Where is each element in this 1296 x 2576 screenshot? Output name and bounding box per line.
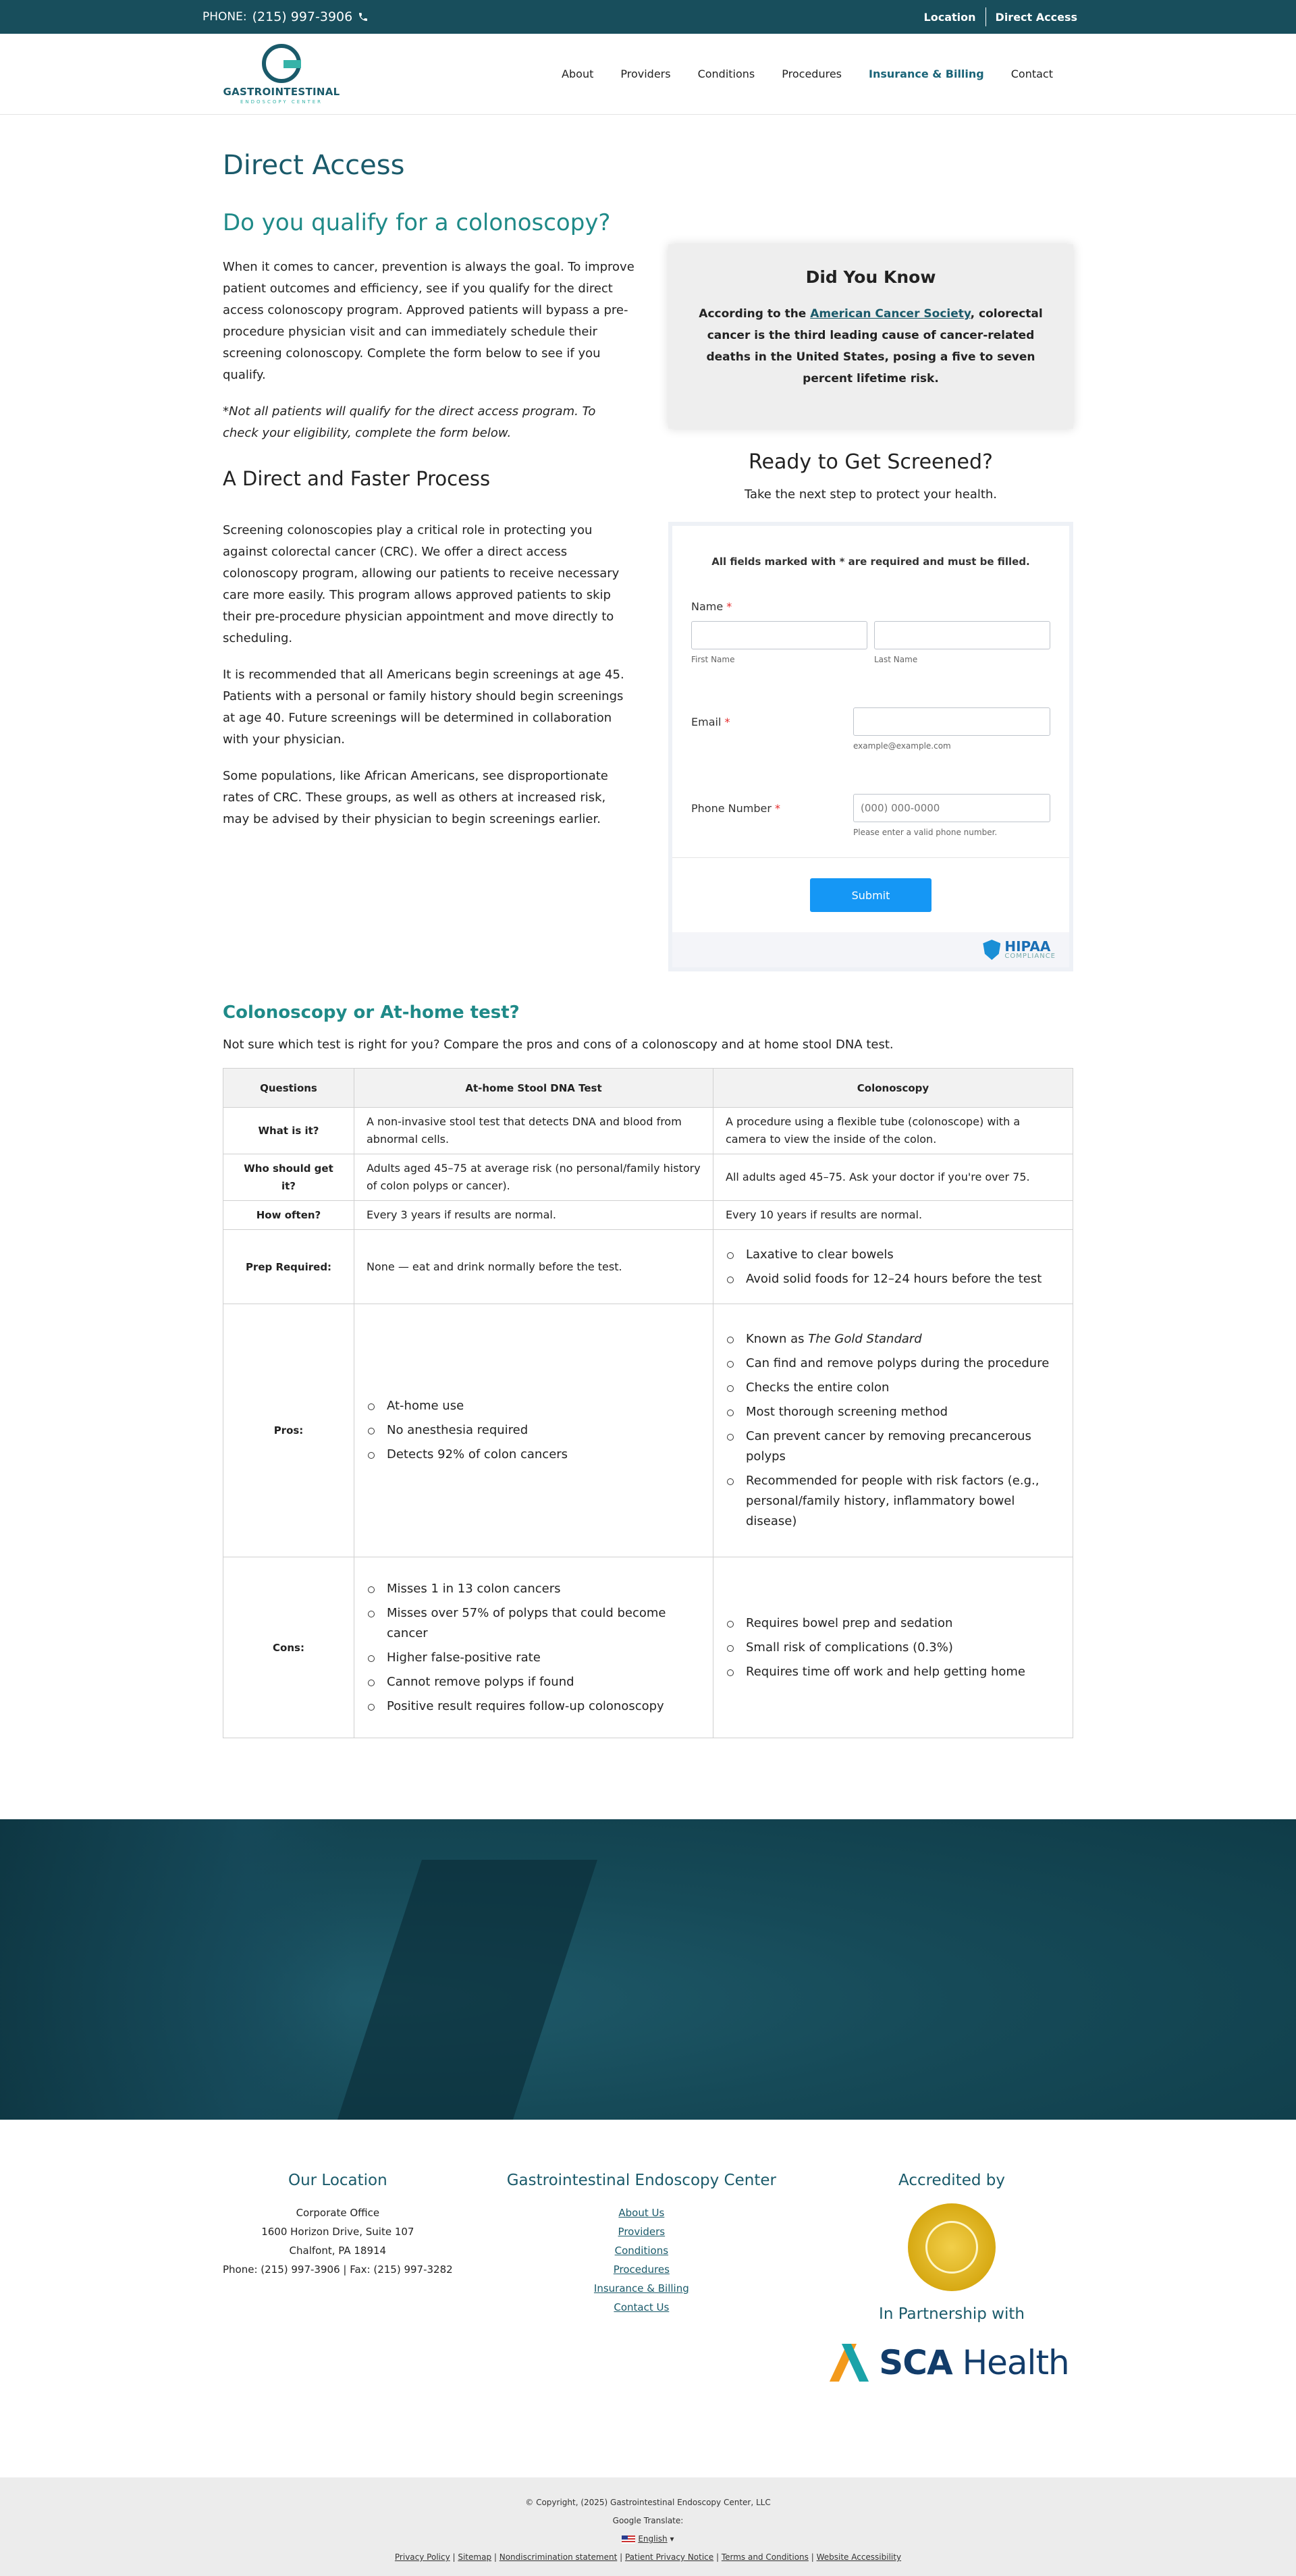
phone-sublabel: Please enter a valid phone number. <box>853 828 998 837</box>
privacy-notice-link[interactable]: Patient Privacy Notice <box>624 2552 714 2562</box>
list-item: Laxative to clear bowels <box>726 1245 1060 1265</box>
hipaa-title: HIPAA <box>1004 938 1051 955</box>
list-item: Cannot remove polyps if found <box>367 1672 701 1692</box>
list-item: At-home use <box>367 1396 701 1416</box>
table-row <box>223 1201 1073 1230</box>
list-item: Higher false-positive rate <box>367 1648 701 1668</box>
name-fields <box>691 621 1050 664</box>
row-question: Cons: <box>223 1557 354 1738</box>
phone-label: PHONE: <box>202 10 247 24</box>
ready-subtext: Take the next step to protect your health. <box>744 487 998 502</box>
email-row <box>672 707 1069 751</box>
footer-center-links <box>507 2171 776 2477</box>
language-value: English <box>638 2534 668 2544</box>
direct-access-link[interactable]: Direct Access <box>995 10 1077 24</box>
nav-about[interactable]: About <box>562 68 594 80</box>
privacy-policy-link[interactable]: Privacy Policy <box>394 2552 450 2562</box>
name-label-text: Name <box>691 600 724 613</box>
terms-link[interactable]: Terms and Conditions <box>721 2552 809 2562</box>
footer-link-procedures[interactable]: Procedures <box>613 2263 670 2276</box>
legal-links: Privacy Policy | Sitemap | Nondiscrimination statement | Patient Privacy Notice | Terms and Conditions | Website Accessibility <box>394 2552 902 2562</box>
home-cell: None — eat and drink normally before the test. <box>354 1230 713 1304</box>
shield-icon <box>983 940 1000 960</box>
colo-cell <box>713 1557 1073 1738</box>
phone-info[interactable] <box>202 9 369 24</box>
submit-button[interactable]: Submit <box>810 878 932 912</box>
hero-banner-image <box>0 1819 1296 2120</box>
colo-cell <box>713 1304 1073 1557</box>
location-line: Phone: (215) 997-3906 | Fax: (215) 997-3282 <box>223 2263 453 2276</box>
location-link[interactable]: Location <box>923 10 976 24</box>
email-label-text: Email <box>691 716 722 728</box>
email-input[interactable] <box>853 707 1050 736</box>
copyright-text: © Copyright, (2025) Gastrointestinal Endoscopy Center, LLC <box>525 2498 771 2507</box>
did-you-know-heading: Did You Know <box>805 267 936 287</box>
table-row <box>223 1108 1073 1154</box>
page-subtitle: Do you qualify for a colonoscopy? <box>223 209 611 236</box>
screening-form <box>668 522 1073 971</box>
nondiscrimination-link[interactable]: Nondiscrimination statement <box>499 2552 618 2562</box>
seal-inner <box>925 2221 978 2274</box>
sca-wordmark <box>879 2343 1069 2382</box>
list-item: Positive result requires follow-up colonoscopy <box>367 1696 701 1717</box>
home-cell: A non-invasive stool test that detects DNA and blood from abnormal cells. <box>354 1108 713 1154</box>
form-required-note: All fields marked with * are required and must be filled. <box>711 556 1030 568</box>
process-heading: A Direct and Faster Process <box>223 467 491 490</box>
email-sublabel: example@example.com <box>853 741 951 751</box>
partner-heading: In Partnership with <box>879 2305 1025 2323</box>
phone-row <box>672 794 1069 837</box>
list-item: No anesthesia required <box>367 1420 701 1441</box>
sca-health-logo[interactable] <box>830 2344 1073 2382</box>
home-cell <box>354 1304 713 1557</box>
home-cell: Adults aged 45–75 at average risk (no personal/family history of colon polyps or cancer). <box>354 1154 713 1201</box>
phone-input[interactable] <box>853 794 1050 822</box>
table-row <box>223 1154 1073 1201</box>
joint-commission-seal-icon[interactable] <box>908 2203 996 2291</box>
list-item: Requires time off work and help getting home <box>726 1662 1060 1682</box>
sitemap-link[interactable]: Sitemap <box>458 2552 492 2562</box>
accessibility-link[interactable]: Website Accessibility <box>816 2552 902 2562</box>
footer-link-contact[interactable]: Contact Us <box>614 2301 670 2313</box>
gold-standard-prefix: Known as <box>746 1332 809 1346</box>
center-heading: Gastrointestinal Endoscopy Center <box>506 2172 776 2189</box>
nav-contact[interactable]: Contact <box>1010 68 1053 80</box>
list-item: Misses over 57% of polyps that could become cancer <box>367 1603 701 1644</box>
table-row <box>223 1230 1073 1304</box>
us-flag-icon <box>622 2535 635 2544</box>
location-line: Corporate Office <box>296 2207 380 2219</box>
list-item: Can prevent cancer by removing precancerous polyps <box>726 1426 1060 1467</box>
copyright-bar <box>0 2477 1296 2576</box>
required-mark: * <box>724 716 730 728</box>
comparison-table <box>223 1068 1073 1738</box>
email-control <box>853 707 1050 751</box>
sca-bold: SCA <box>879 2343 952 2382</box>
list-item: Avoid solid foods for 12–24 hours before the test <box>726 1269 1060 1289</box>
header-questions: Questions <box>223 1069 354 1108</box>
site-footer <box>0 2120 1296 2477</box>
header-home-test: At-home Stool DNA Test <box>354 1069 713 1108</box>
table-row <box>223 1557 1073 1738</box>
colo-cons-list <box>726 1613 1060 1682</box>
compare-subtitle: Not sure which test is right for you? Compare the pros and cons of a colonoscopy and at home stool DNA test. <box>223 1038 894 1052</box>
hipaa-text <box>1004 940 1056 960</box>
sca-rest: Health <box>962 2343 1069 2382</box>
row-question: Who should get it? <box>223 1154 354 1201</box>
row-question: Prep Required: <box>223 1230 354 1304</box>
home-cons-list <box>367 1579 701 1717</box>
colo-pros-list <box>726 1329 1060 1532</box>
phone-control <box>853 794 1050 837</box>
nav-providers[interactable]: Providers <box>620 68 671 80</box>
footer-accreditation <box>830 2171 1073 2477</box>
phone-icon <box>358 11 369 22</box>
accredited-heading: Accredited by <box>898 2172 1005 2189</box>
name-row <box>672 600 1069 664</box>
gold-standard-text: The Gold Standard <box>808 1332 922 1346</box>
eligibility-note: *Not all patients will qualify for the direct access program. To check your eligibility, complete the form below. <box>223 404 596 440</box>
dyk-text-after: , colorectal cancer is the third leading cause of cancer-related deaths in the United States, posing a five to seven percent lifetime risk. <box>706 307 1043 385</box>
logo-name: GASTROINTESTINAL <box>223 85 340 98</box>
home-pros-list <box>367 1396 701 1465</box>
site-logo[interactable] <box>224 44 339 105</box>
table-header-row <box>223 1069 1073 1108</box>
acs-link[interactable]: American Cancer Society <box>810 307 971 321</box>
submit-wrap <box>672 858 1069 932</box>
location-line: Chalfont, PA 18914 <box>289 2245 387 2257</box>
main-content <box>223 150 1073 1738</box>
first-name-sublabel: First Name <box>691 655 735 664</box>
two-column-section <box>223 257 1073 971</box>
process-paragraph-3: Some populations, like African Americans, see disproportionate rates of CRC. These groups, as well as others at increased risk, may be advised by their physician to begin screenings earlier. <box>223 769 608 826</box>
process-paragraph-2: It is recommended that all Americans begin screenings at age 45. Patients with a personal or family history should begin screenings at age 40. Future screenings will be determined in collaboration with your physician. <box>223 668 624 747</box>
required-mark: * <box>775 802 781 815</box>
left-column <box>223 257 634 971</box>
name-label <box>691 600 1050 613</box>
colo-prep-list <box>726 1245 1060 1289</box>
last-name-input[interactable] <box>874 621 1050 649</box>
intro-paragraph: When it comes to cancer, prevention is always the goal. To improve patient outcomes and efficiency, see if you qualify for the direct access colonoscopy program. Approved patients will bypass a pre-procedure physician visit and can immediately schedule their screening colonoscopy. Complete the form below to see if you qualify. <box>223 260 634 382</box>
process-paragraph-1: Screening colonoscopies play a critical role in protecting you against colorectal cancer (CRC). We offer a direct access colonoscopy program, allowing our patients to receive necessary care more easily. This program allows approved patients to skip their pre-procedure physician appointment and move directly to scheduling. <box>223 523 620 645</box>
location-heading: Our Location <box>288 2172 387 2189</box>
list-item: Small risk of complications (0.3%) <box>726 1638 1060 1658</box>
table-row <box>223 1304 1073 1557</box>
sca-mark-icon <box>834 2344 872 2382</box>
row-question: Pros: <box>223 1304 354 1557</box>
home-cell <box>354 1557 713 1738</box>
site-header <box>0 34 1296 115</box>
list-item: Most thorough screening method <box>726 1402 1060 1422</box>
footer-link-providers[interactable]: Providers <box>618 2226 666 2238</box>
did-you-know-box <box>668 244 1073 429</box>
logo-mark-icon <box>262 44 301 83</box>
ready-heading: Ready to Get Screened? <box>749 450 993 474</box>
nav-procedures[interactable]: Procedures <box>782 68 842 80</box>
nav-conditions[interactable]: Conditions <box>697 68 755 80</box>
first-name-input[interactable] <box>691 621 867 649</box>
row-question: What is it? <box>223 1108 354 1154</box>
last-name-group <box>874 621 1050 664</box>
list-item: Can find and remove polyps during the procedure <box>726 1353 1060 1374</box>
hipaa-sub: COMPLIANCE <box>1004 952 1056 960</box>
list-item: Checks the entire colon <box>726 1378 1060 1398</box>
phone-label <box>691 794 853 815</box>
header-colonoscopy: Colonoscopy <box>713 1069 1073 1108</box>
translate-label: Google Translate: <box>612 2516 684 2525</box>
first-name-group <box>691 621 867 664</box>
colo-cell <box>713 1230 1073 1304</box>
language-selector[interactable] <box>0 2530 1296 2548</box>
footer-link-insurance[interactable]: Insurance & Billing <box>593 2282 689 2295</box>
logo-sub: ENDOSCOPY CENTER <box>240 99 323 105</box>
required-mark: * <box>726 600 732 613</box>
list-item: Misses 1 in 13 colon cancers <box>367 1579 701 1599</box>
list-item <box>726 1329 1060 1349</box>
list-item: Requires bowel prep and sedation <box>726 1613 1060 1634</box>
page-title: Direct Access <box>223 150 405 181</box>
footer-link-conditions[interactable]: Conditions <box>614 2245 669 2257</box>
hipaa-badge[interactable] <box>983 940 1056 960</box>
footer-link-about[interactable]: About Us <box>618 2207 665 2219</box>
list-item: Detects 92% of colon cancers <box>367 1445 701 1465</box>
row-question: How often? <box>223 1201 354 1230</box>
last-name-sublabel: Last Name <box>874 655 918 664</box>
location-line: 1600 Horizon Drive, Suite 107 <box>261 2226 414 2238</box>
phone-label-text: Phone Number <box>691 802 772 815</box>
footer-location <box>223 2171 453 2477</box>
right-column <box>668 257 1073 971</box>
compare-title: Colonoscopy or At-home test? <box>223 1002 520 1023</box>
email-label <box>691 707 853 728</box>
did-you-know-text <box>695 303 1046 390</box>
chevron-down-icon: ▾ <box>670 2534 674 2544</box>
list-item: Recommended for people with risk factors (e.g., personal/family history, inflammatory bowel disease) <box>726 1471 1060 1532</box>
top-links <box>915 7 1087 26</box>
colo-cell: A procedure using a flexible tube (colonoscope) with a camera to view the inside of the colon. <box>713 1108 1073 1154</box>
dyk-text-before: According to the <box>699 307 811 321</box>
laptop-silhouette <box>334 1860 597 2120</box>
home-cell: Every 3 years if results are normal. <box>354 1201 713 1230</box>
colo-cell: All adults aged 45–75. Ask your doctor if you're over 75. <box>713 1154 1073 1201</box>
top-bar <box>0 0 1296 34</box>
person-silhouette <box>0 1819 351 2120</box>
nav-insurance-billing[interactable]: Insurance & Billing <box>869 68 984 80</box>
main-nav <box>548 68 1066 80</box>
form-footer <box>672 932 1069 967</box>
phone-number[interactable]: (215) 997-3906 <box>252 9 353 24</box>
colo-cell: Every 10 years if results are normal. <box>713 1201 1073 1230</box>
